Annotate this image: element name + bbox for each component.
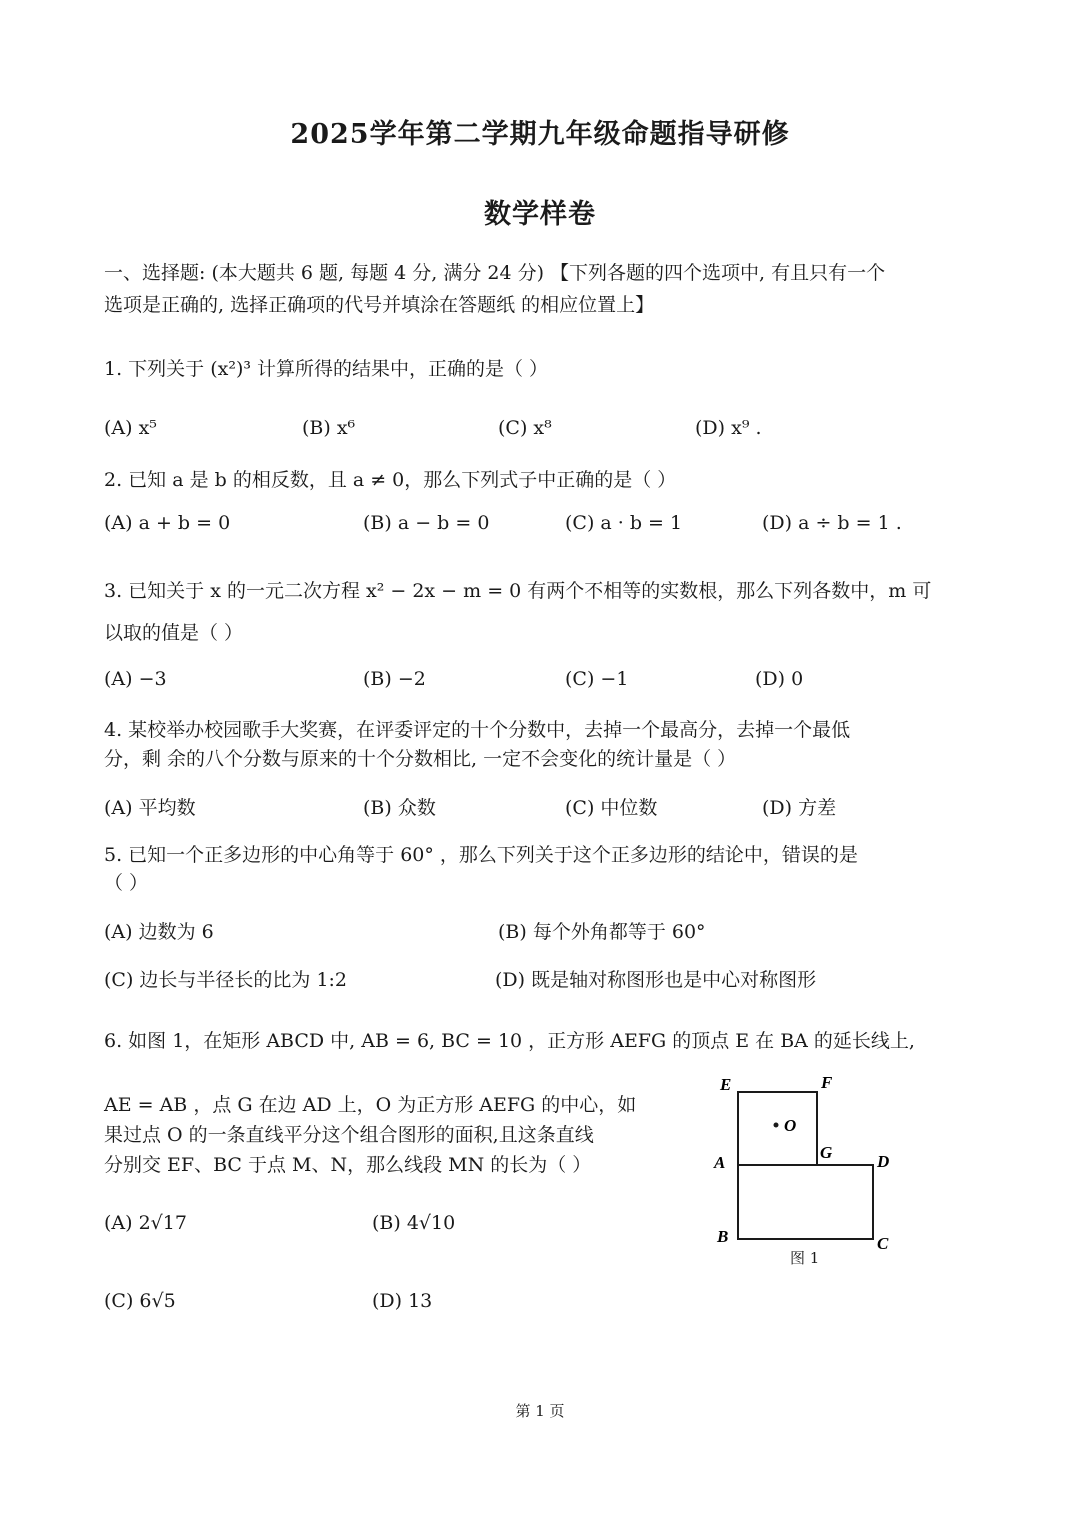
- question-2-option-a: (A) a + b = 0: [104, 512, 231, 534]
- figure-1: [700, 1068, 920, 1278]
- question-3-option-a: (A) −3: [104, 668, 167, 690]
- question-5-stem-line1: 5. 已知一个正多边形的中心角等于 60° ，那么下列关于这个正多边形的结论中，错误的是: [104, 844, 858, 866]
- question-2-stem: 2. 已知 a 是 b 的相反数，且 a ≠ 0，那么下列式子中正确的是（ ）: [104, 469, 677, 491]
- question-2-option-c: (C) a · b = 1: [565, 512, 683, 534]
- question-5-option-d: (D) 既是轴对称图形也是中心对称图形: [495, 969, 817, 991]
- page-number: 第 1 页: [515, 1402, 565, 1420]
- question-4-option-b: (B) 众数: [363, 797, 436, 819]
- question-1-option-a: (A) x⁵: [104, 417, 157, 439]
- label-d: D: [877, 1152, 890, 1171]
- page-subtitle: 数学样卷: [484, 199, 596, 230]
- label-f: F: [821, 1073, 833, 1092]
- section-instructions-line1: 一、选择题: (本大题共 6 题, 每题 4 分, 满分 24 分) 【下列各题的四个选项中, 有且只有一个: [104, 262, 886, 284]
- page-title: 2025学年第二学期九年级命题指导研修: [290, 119, 790, 150]
- question-4-stem-line2: 分，剩 余的八个分数与原来的十个分数相比, 一定不会变化的统计量是（ ）: [104, 748, 737, 770]
- question-1-option-b: (B) x⁶: [302, 417, 356, 439]
- question-4-stem-line1: 4. 某校举办校园歌手大奖赛，在评委评定的十个分数中，去掉一个最高分，去掉一个最低: [104, 719, 851, 741]
- question-4-option-a: (A) 平均数: [104, 797, 196, 819]
- question-6-stem-line1: 6. 如图 1，在矩形 ABCD 中, AB = 6, BC = 10 ，正方形 AEFG 的顶点 E 在 BA 的延长线上,: [104, 1030, 915, 1052]
- question-3-stem-line2: 以取的值是（ ）: [104, 622, 244, 644]
- rectangle-abcd: [738, 1165, 873, 1239]
- question-5-option-a: (A) 边数为 6: [104, 921, 214, 943]
- question-5-option-b: (B) 每个外角都等于 60°: [498, 921, 706, 943]
- question-3-option-c: (C) −1: [565, 668, 629, 690]
- label-o: O: [784, 1116, 797, 1135]
- label-b: B: [717, 1227, 729, 1246]
- question-1-option-c: (C) x⁸: [498, 417, 552, 439]
- section-instructions-line2: 选项是正确的, 选择正确项的代号并填涂在答题纸 的相应位置上】: [104, 294, 655, 316]
- figure-caption: 图 1: [790, 1249, 820, 1267]
- question-3-option-d: (D) 0: [755, 668, 804, 690]
- question-3-stem-line1: 3. 已知关于 x 的一元二次方程 x² − 2x − m = 0 有两个不相等的实数根，那么下列各数中，m 可: [104, 580, 932, 602]
- question-5-option-c: (C) 边长与半径长的比为 1:2: [104, 969, 348, 991]
- center-point-o: [774, 1123, 779, 1128]
- label-a: A: [714, 1153, 726, 1172]
- question-2-option-d: (D) a ÷ b = 1 .: [762, 512, 902, 534]
- label-g: G: [820, 1143, 833, 1162]
- question-1-option-d: (D) x⁹ .: [695, 417, 762, 439]
- question-6-option-b: (B) 4√10: [372, 1212, 456, 1234]
- question-6-option-d: (D) 13: [372, 1290, 433, 1312]
- label-e: E: [720, 1075, 732, 1094]
- question-4-option-d: (D) 方差: [762, 797, 837, 819]
- label-c: C: [877, 1234, 889, 1253]
- question-6-stem-line2: AE = AB ，点 G 在边 AD 上，O 为正方形 AEFG 的中心，如: [104, 1094, 637, 1116]
- square-aefg: [738, 1092, 817, 1165]
- question-6-stem-line4: 分别交 EF、BC 于点 M、N，那么线段 MN 的长为（ ）: [104, 1154, 592, 1176]
- question-5-stem-line2: （ ）: [104, 872, 149, 894]
- question-6-option-c: (C) 6√5: [104, 1290, 176, 1312]
- question-6-option-a: (A) 2√17: [104, 1212, 187, 1234]
- question-3-option-b: (B) −2: [363, 668, 426, 690]
- question-6-stem-line3: 果过点 O 的一条直线平分这个组合图形的面积,且这条直线: [104, 1124, 594, 1146]
- question-2-option-b: (B) a − b = 0: [363, 512, 490, 534]
- question-4-option-c: (C) 中位数: [565, 797, 658, 819]
- question-1-stem: 1. 下列关于 (x²)³ 计算所得的结果中，正确的是（ ）: [104, 358, 549, 380]
